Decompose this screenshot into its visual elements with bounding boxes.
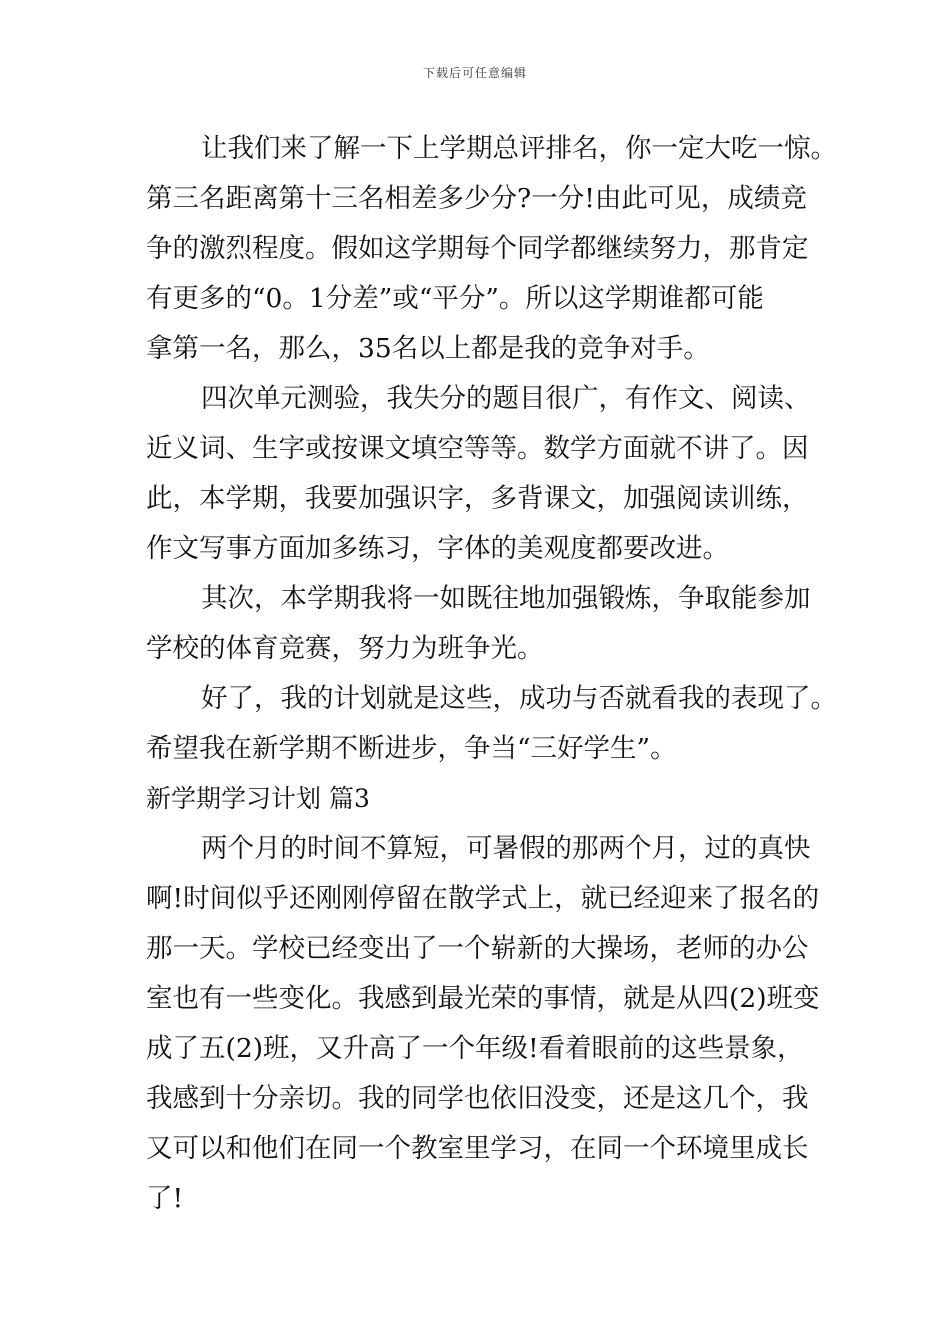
paragraph-line: 好了，我的计划就是这些，成功与否就看我的表现了。 <box>201 683 837 714</box>
paragraph-line: 啊!时间似乎还刚刚停留在散学式上，就已经迎来了报名的 <box>146 883 820 914</box>
paragraph-line: 那一天。学校已经变出了一个崭新的大操场，老师的办公 <box>146 933 809 964</box>
paragraph-line: 其次，本学期我将一如既往地加强锻炼，争取能参加 <box>201 583 811 614</box>
paragraph-line: 我感到十分亲切。我的同学也依旧没变，还是这几个，我 <box>146 1083 809 1114</box>
paragraph-line: 室也有一些变化。我感到最光荣的事情，就是从四(2)班变 <box>146 983 820 1014</box>
paragraph-line: 让我们来了解一下上学期总评排名，你一定大吃一惊。 <box>201 133 837 164</box>
paragraph <box>146 574 826 674</box>
paragraph-line: 近义词、生字或按课文填空等等。数学方面就不讲了。因 <box>146 433 809 464</box>
paragraph-line: 此，本学期，我要加强识字，多背课文，加强阅读训练， <box>146 483 809 514</box>
page-header: 下载后可任意编辑 <box>422 66 527 80</box>
paragraph <box>146 674 837 774</box>
paragraph-line: 第三名距离第十三名相差多少分?一分!由此可见，成绩竞 <box>146 183 807 214</box>
paragraph-line: 了! <box>146 1183 184 1214</box>
paragraph <box>146 374 826 574</box>
paragraph <box>146 124 837 374</box>
paragraph-line: 有更多的“0。1分差”或“平分”。所以这学期谁都可能 <box>146 283 764 314</box>
paragraph-line: 争的激烈程度。假如这学期每个同学都继续努力，那肯定 <box>146 233 809 264</box>
paragraph-line: 拿第一名，那么，35名以上都是我的竞争对手。 <box>146 333 710 364</box>
paragraph <box>146 824 826 1224</box>
paragraph-line: 作文写事方面加多练习，字体的美观度都要改进。 <box>146 533 729 564</box>
paragraph-line: 四次单元测验，我失分的题目很广，有作文、阅读、 <box>201 383 811 414</box>
paragraph-line: 学校的体育竞赛，努力为班争光。 <box>146 633 544 664</box>
document-body <box>146 124 837 1224</box>
paragraph-line: 成了五(2)班，又升高了一个年级!看着眼前的这些景象， <box>146 1033 804 1064</box>
paragraph-line: 又可以和他们在同一个教室里学习，在同一个环境里成长 <box>146 1133 809 1164</box>
paragraph-line: 两个月的时间不算短，可暑假的那两个月，过的真快 <box>201 833 811 864</box>
section-heading: 新学期学习计划 篇3 <box>146 784 370 813</box>
paragraph-line: 希望我在新学期不断进步，争当“三好学生”。 <box>146 733 677 764</box>
